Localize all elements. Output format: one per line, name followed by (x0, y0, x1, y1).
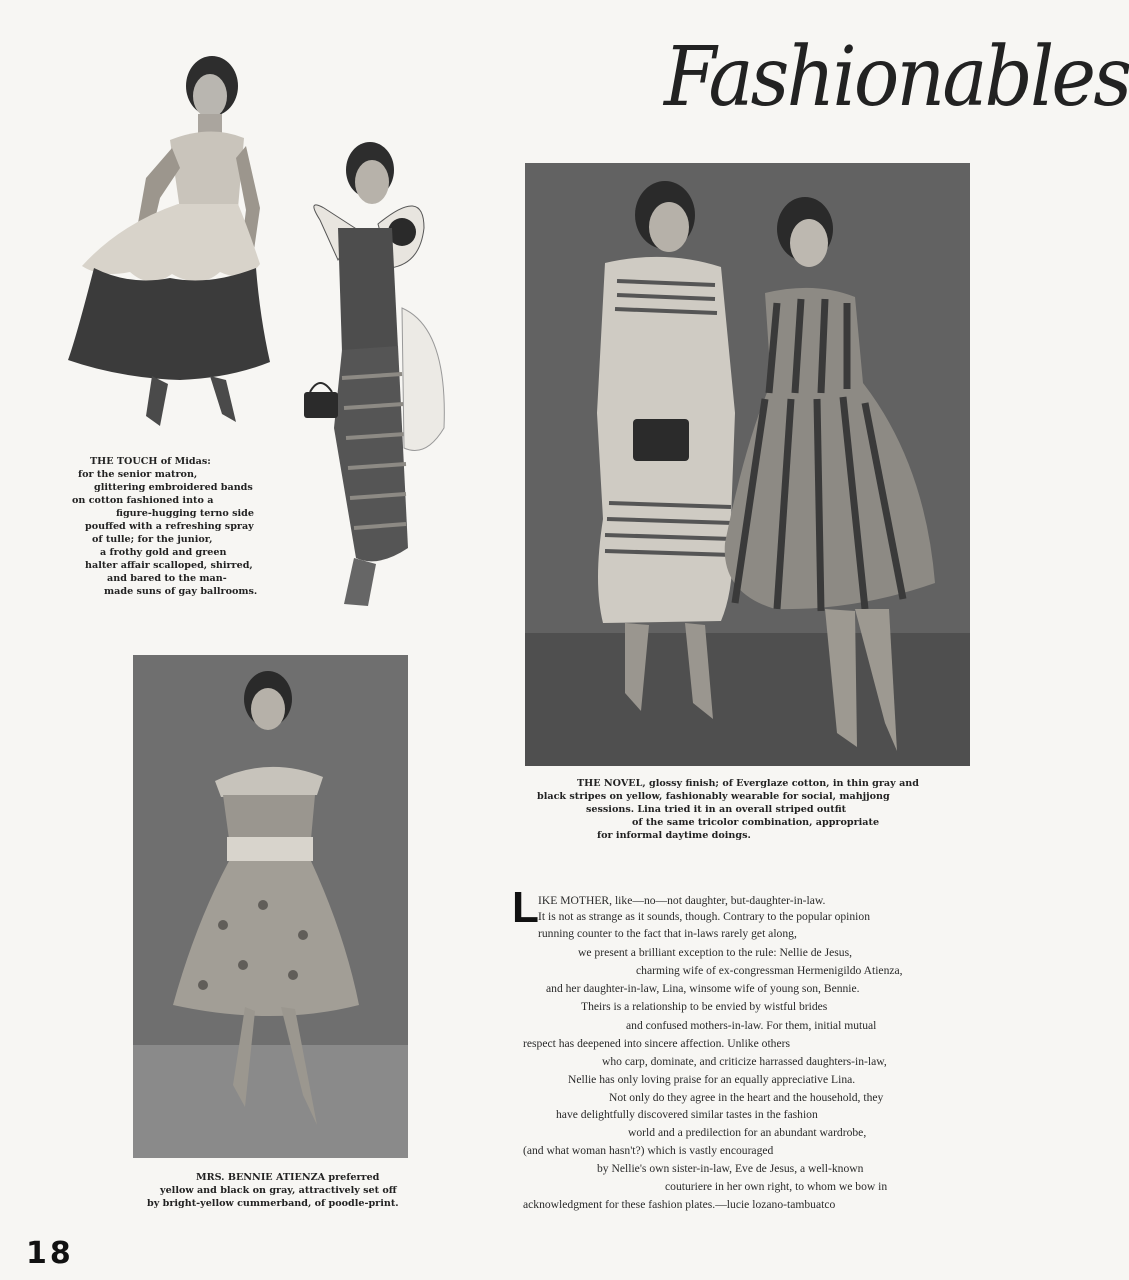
article-line: Not only do they agree in the heart and the household, they (609, 1091, 884, 1104)
page-title: Fashionables (664, 30, 1129, 125)
article-line: and her daughter-in-law, Lina, winsome wife of young son, Bennie. (546, 982, 860, 995)
photo-senior-terno (298, 128, 458, 612)
article-line: Theirs is a relationship to be envied by wistful brides (581, 1000, 828, 1013)
article-line: IKE MOTHER, like—no—not daughter, but-daughter-in-law. (538, 894, 826, 907)
article-line: (and what woman hasn't?) which is vastly encouraged (523, 1144, 774, 1157)
article-line: world and a predilection for an abundant wardrobe, (628, 1126, 867, 1139)
caption-line: MRS. BENNIE ATIENZA preferred (196, 1172, 380, 1183)
caption-line: pouffed with a refreshing spray (85, 521, 254, 532)
caption-line: of tulle; for the junior, (92, 534, 213, 545)
caption-line: a frothy gold and green (100, 547, 227, 558)
caption-line: of the same tricolor combination, appropriate (632, 817, 880, 828)
article-line: who carp, dominate, and criticize harrassed daughters-in-law, (602, 1055, 887, 1068)
caption-line: THE NOVEL, glossy finish; of Everglaze cotton, in thin gray and (577, 778, 919, 789)
article-line: by Nellie's own sister-in-law, Eve de Jesus, a well-known (597, 1162, 864, 1175)
article-line: have delightfully discovered similar tastes in the fashion (556, 1108, 818, 1121)
caption-line: yellow and black on gray, attractively set off (160, 1185, 397, 1196)
article-line: acknowledgment for these fashion plates.—lucie lozano-tambuatco (523, 1198, 836, 1211)
article-line: we present a brilliant exception to the rule: Nellie de Jesus, (578, 946, 852, 959)
caption-line: by bright-yellow cummerband, of poodle-print. (147, 1198, 399, 1209)
article-line: respect has deepened into sincere affection. Unlike others (523, 1037, 790, 1050)
drop-cap: L (512, 883, 539, 932)
caption-line: glittering embroidered bands (94, 482, 253, 493)
article-line: Nellie has only loving praise for an equally appreciative Lina. (568, 1073, 856, 1086)
caption-line: sessions. Lina tried it in an overall striped outfit (586, 804, 847, 815)
page-number: 18 (26, 1236, 74, 1271)
caption-line: halter affair scalloped, shirred, (85, 560, 253, 571)
photo-junior-halter-gown (60, 28, 280, 432)
caption-line: made suns of gay ballrooms. (104, 586, 258, 597)
photo-mrs-bennie-atienza (133, 655, 408, 1158)
caption-line: on cotton fashioned into a (72, 495, 214, 506)
article-line: charming wife of ex-congressman Hermenigildo Atienza, (636, 964, 903, 977)
caption-line: for the senior matron, (78, 469, 198, 480)
caption-line: black stripes on yellow, fashionably wearable for social, mahjjong (537, 791, 890, 802)
article-line: and confused mothers-in-law. For them, initial mutual (626, 1019, 877, 1032)
caption-line: THE TOUCH of Midas: (90, 456, 211, 467)
article-line: running counter to the fact that in-laws rarely get along, (538, 927, 797, 940)
article-line: It is not as strange as it sounds, though. Contrary to the popular opinion (538, 910, 870, 923)
article-line: couturiere in her own right, to whom we bow in (665, 1180, 888, 1193)
photo-striped-dresses (525, 163, 970, 766)
caption-line: and bared to the man- (107, 573, 227, 584)
caption-line: for informal daytime doings. (597, 830, 751, 841)
caption-line: figure-hugging terno side (116, 508, 254, 519)
